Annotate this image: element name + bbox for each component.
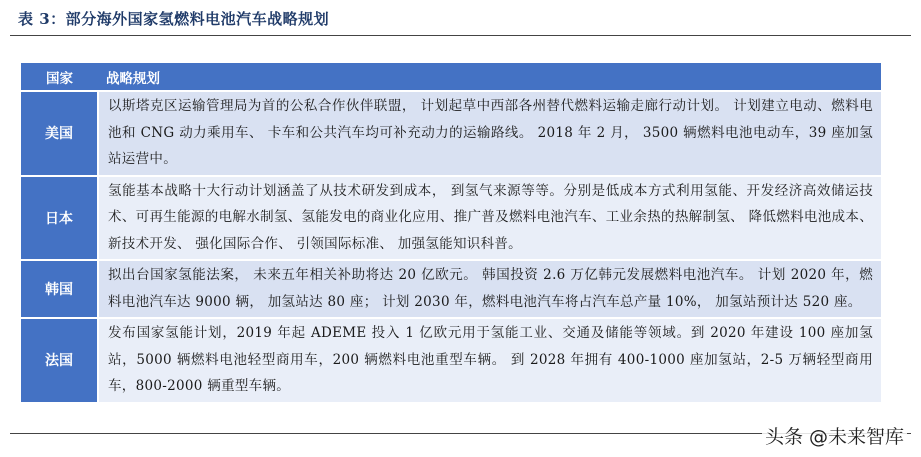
header-country: 国家	[21, 63, 98, 91]
country-cell: 法国	[21, 318, 98, 403]
table-row	[21, 260, 881, 318]
table-header-row	[21, 63, 881, 91]
plan-cell: 氢能基本战略十大行动计划涵盖了从技术研发到成本， 到氢气来源等等。分别是低成本方式利用氢能、开发经济高效储运技术、可再生能源的电解水制氢、氢能发电的商业化应用、推广普及燃料电池汽车、工业余热的热解制氢、 降低燃料电池成本、 新技术开发、 强化国际合作、 引领国际标准、 加强氢能知识科普。	[98, 176, 881, 261]
plan-cell: 拟出台国家氢能法案， 未来五年相关补助将达 20 亿欧元。 韩国投资 2.6 万亿韩元发展燃料电池汽车。 计划 2020 年，燃料电池汽车达 9000 辆， 加氢站达 80 座； 计划 2030 年，燃料电池汽车将占汽车总产量 10%， 加氢站预计达 520 座。	[98, 260, 881, 318]
top-rule	[10, 35, 911, 36]
table-row	[21, 318, 881, 403]
plan-cell: 以斯塔克区运输管理局为首的公私合作伙伴联盟， 计划起草中西部各州替代燃料运输走廊行动计划。 计划建立电动、燃料电池和 CNG 动力乘用车、 卡车和公共汽车均可补充动力的运输路线。 2018 年 2 月， 3500 辆燃料电池电动车，39 座加氢站运营中。	[98, 91, 881, 176]
country-cell: 韩国	[21, 260, 98, 318]
country-cell: 日本	[21, 176, 98, 261]
watermark: 头条 @未来智库	[762, 422, 907, 449]
table-row	[21, 91, 881, 176]
header-plan: 战略规划	[98, 63, 881, 91]
strategy-table	[21, 63, 881, 404]
country-cell: 美国	[21, 91, 98, 176]
table-row	[21, 176, 881, 261]
table-title: 表 3：部分海外国家氢燃料电池汽车战略规划	[18, 10, 330, 28]
plan-cell: 发布国家氢能计划，2019 年起 ADEME 投入 1 亿欧元用于氢能工业、交通及储能等领域。到 2020 年建设 100 座加氢站，5000 辆燃料电池轻型商用车，200 辆燃料电池重型车辆。 到 2028 年拥有 400-1000 座加氢站，2-5 万辆轻型商用车，800-2000 辆重型车辆。	[98, 318, 881, 403]
